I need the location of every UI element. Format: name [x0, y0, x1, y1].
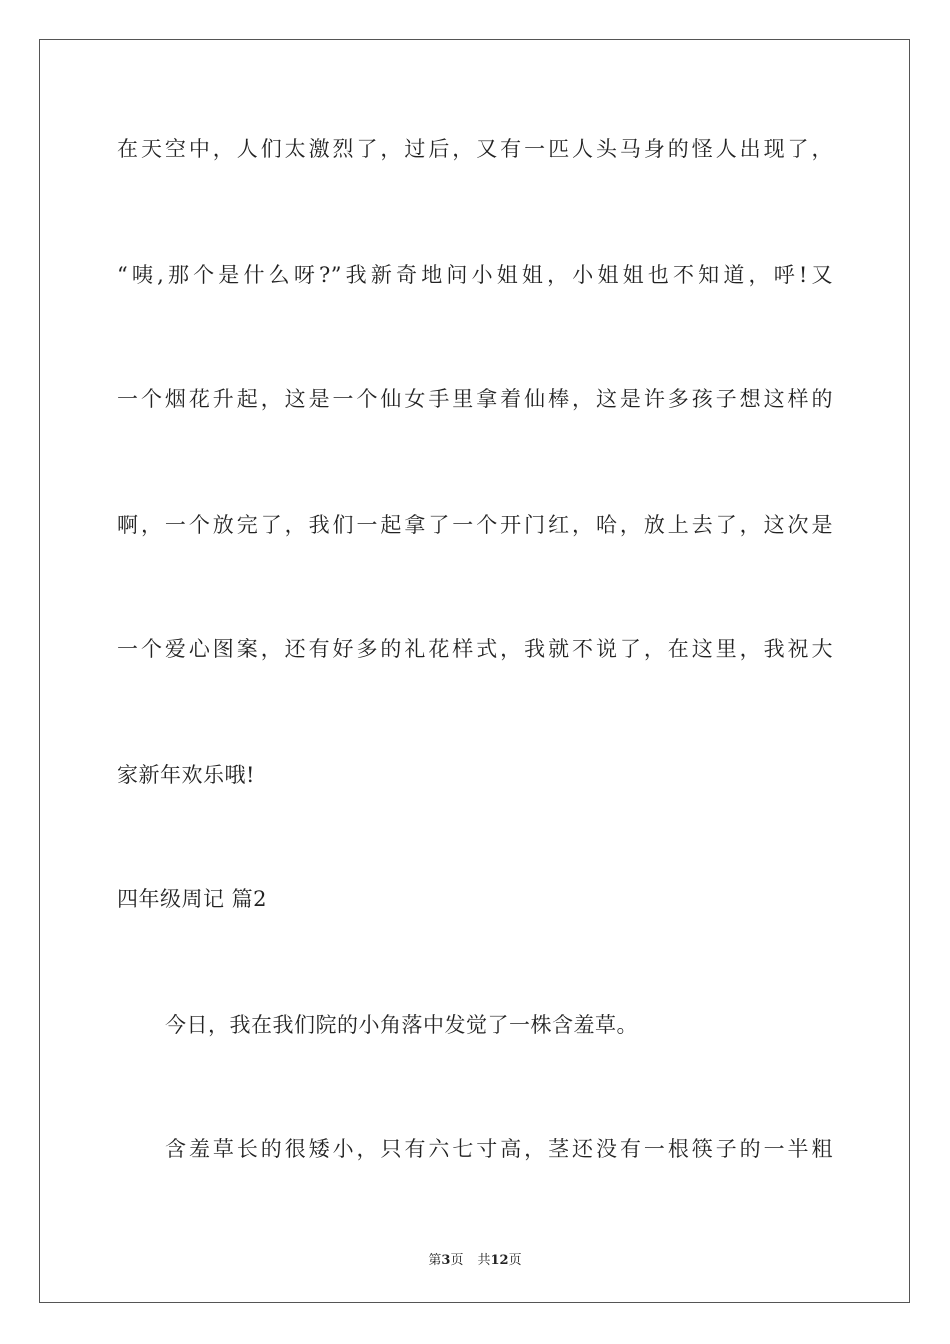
body-line-3: 一个烟花升起，这是一个仙女手里拿着仙棒，这是许多孩子想这样的 [117, 387, 833, 411]
footer-total-suffix: 页 [508, 1253, 522, 1268]
body-line-2: “咦,那个是什么呀?”我新奇地问小姐姐，小姐姐也不知道，呼!又 [117, 263, 833, 287]
footer-page-prefix: 第 [428, 1253, 442, 1268]
body-line-4: 啊，一个放完了，我们一起拿了一个开门红，哈，放上去了，这次是 [117, 513, 833, 537]
page-border [39, 39, 910, 1303]
page-footer [0, 1249, 950, 1268]
footer-page-current: 3 [441, 1253, 451, 1268]
body-line-5: 一个爱心图案，还有好多的礼花样式，我就不说了，在这里，我祝大 [117, 637, 833, 661]
body-line-6: 家新年欢乐哦! [117, 763, 255, 787]
footer-total-prefix: 共 [477, 1253, 491, 1268]
footer-page-total: 12 [490, 1253, 509, 1268]
section-heading: 四年级周记 篇2 [117, 887, 268, 911]
paragraph-2: 含羞草长的很矮小，只有六七寸高，茎还没有一根筷子的一半粗 [165, 1137, 833, 1161]
paragraph-1: 今日，我在我们院的小角落中发觉了一株含羞草。 [165, 1013, 638, 1037]
footer-page-suffix: 页 [450, 1253, 464, 1268]
body-line-1: 在天空中，人们太激烈了，过后，又有一匹人头马身的怪人出现了， [117, 137, 833, 161]
